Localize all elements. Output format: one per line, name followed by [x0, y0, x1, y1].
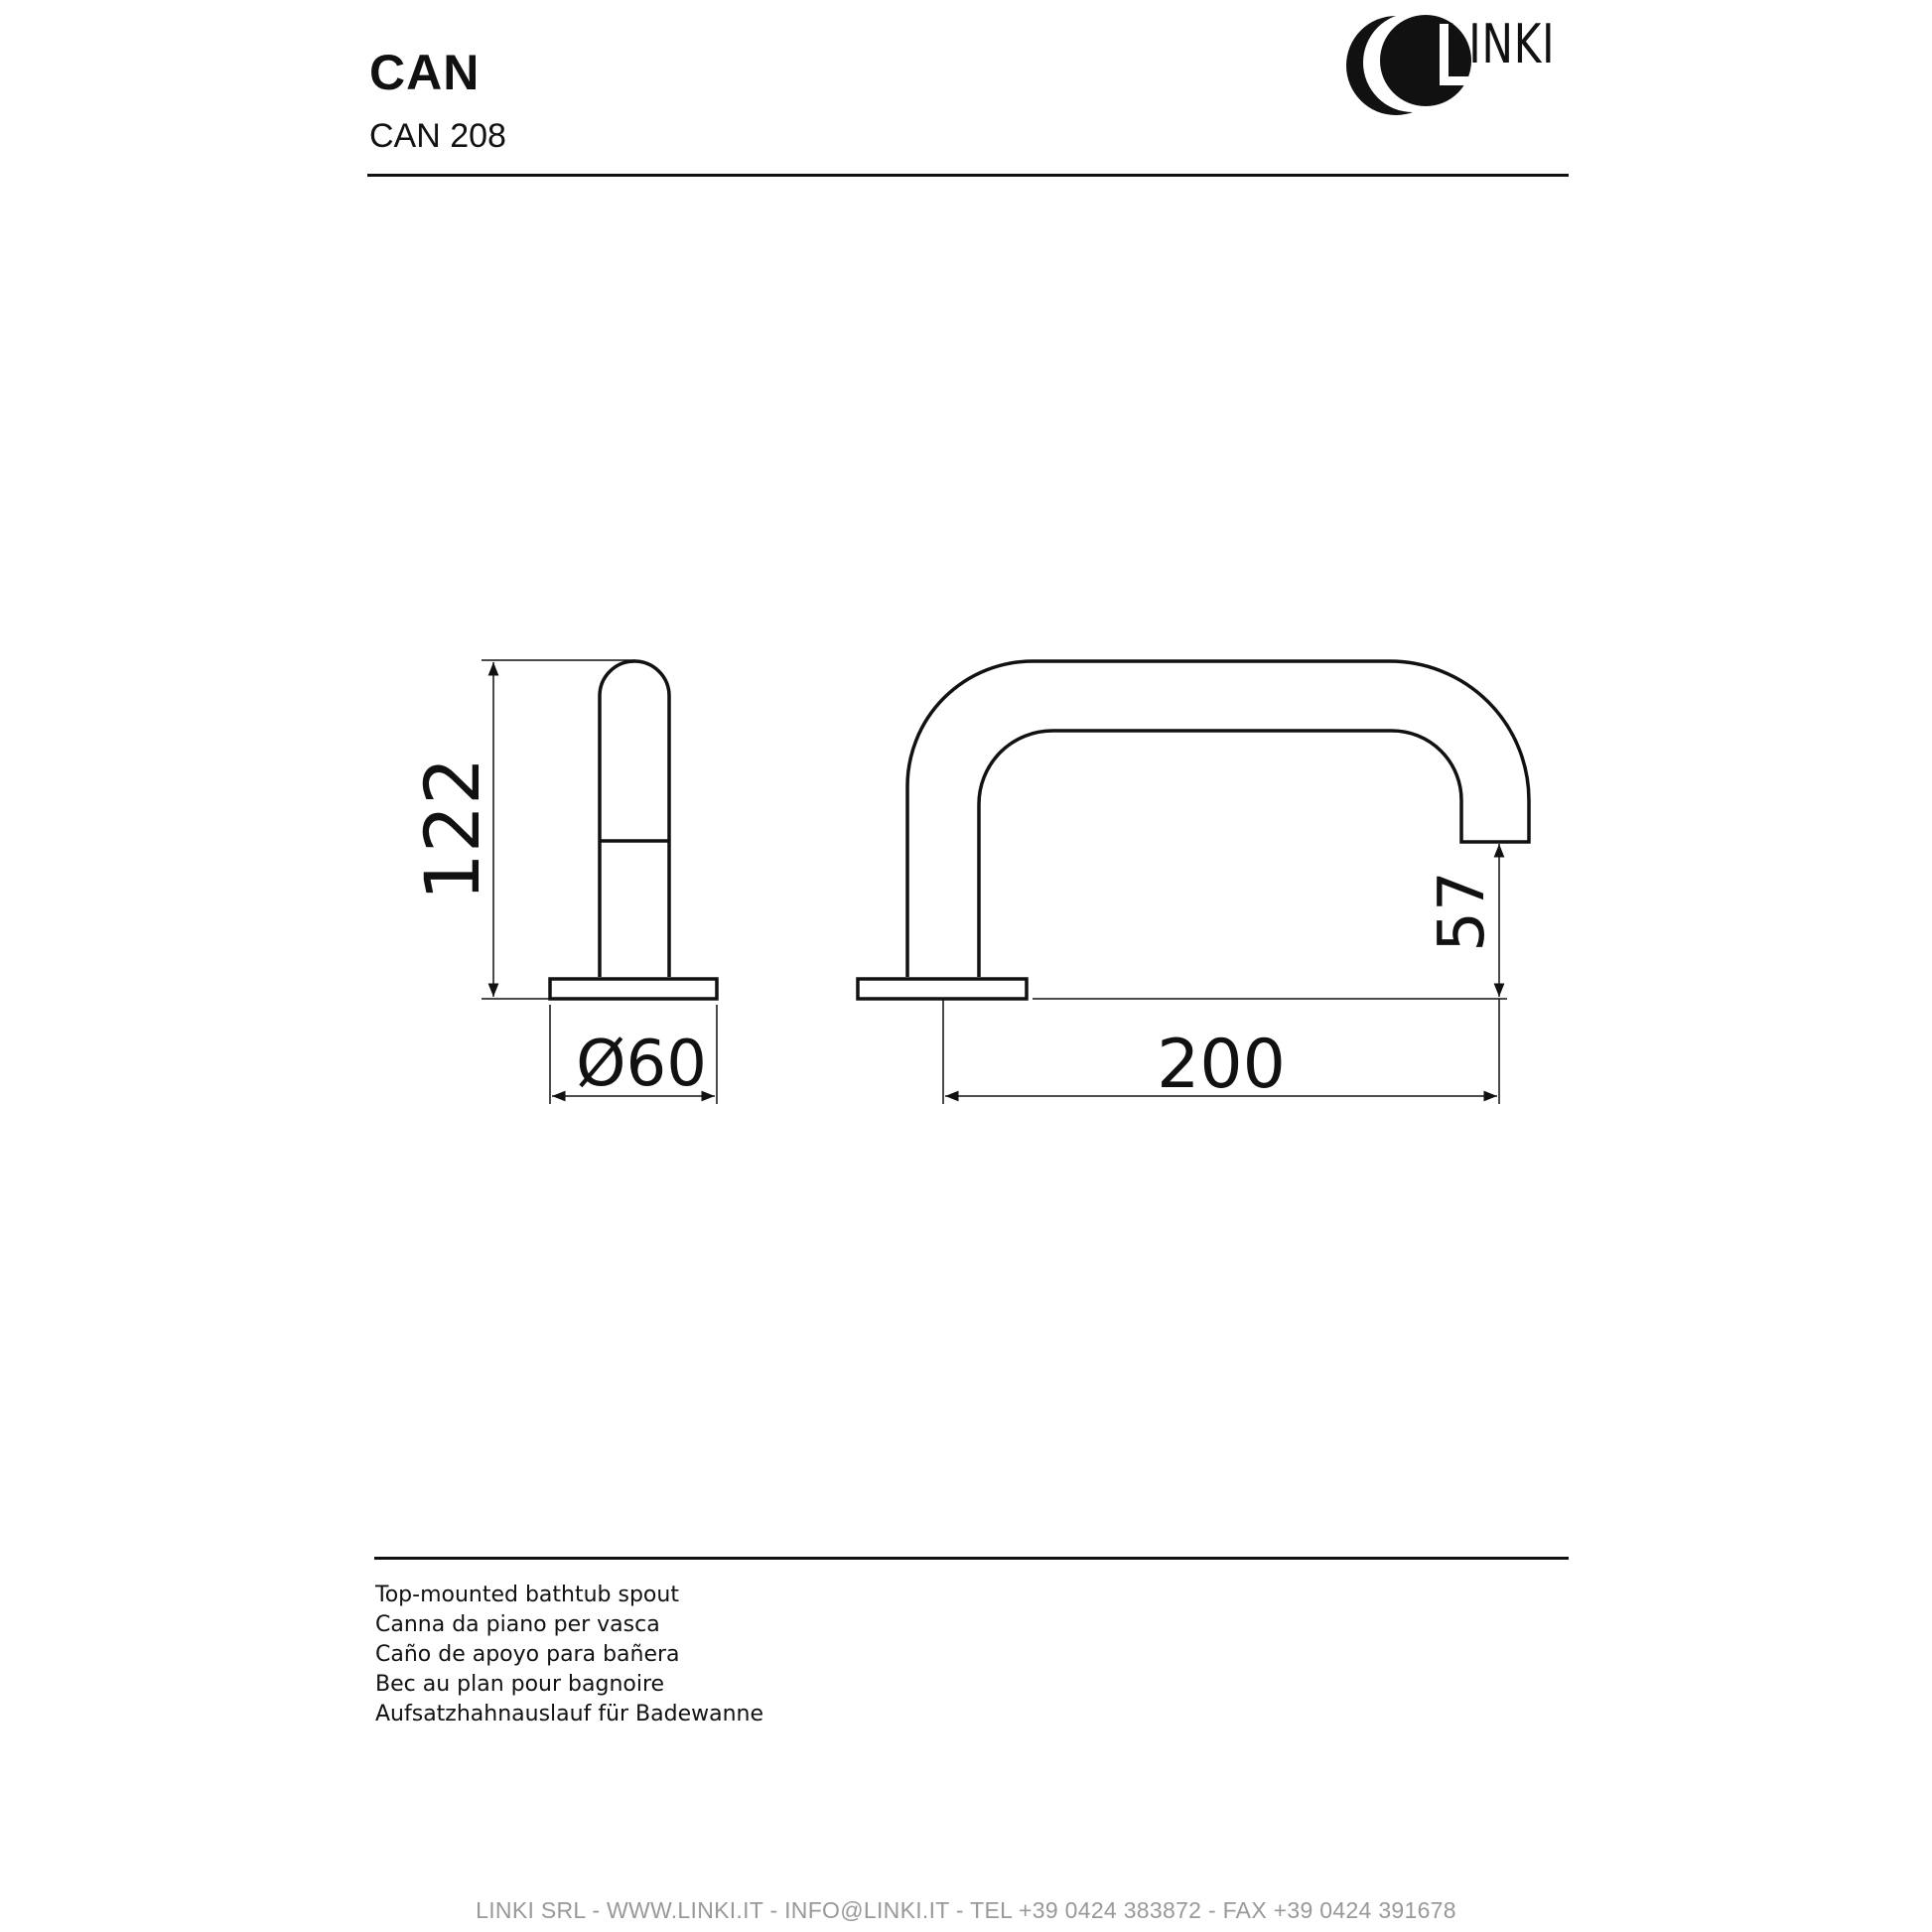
- base-plate-front: [550, 979, 717, 999]
- product-description: [375, 1581, 763, 1729]
- product-code: CAN 208: [369, 117, 506, 155]
- front-view: [550, 661, 717, 999]
- projection-label: 200: [1157, 1026, 1286, 1104]
- height-dimension: [482, 660, 635, 999]
- diameter-label: Ø60: [576, 1028, 707, 1101]
- product-title: CAN: [369, 45, 481, 100]
- base-plate-side: [858, 979, 1027, 999]
- description-line-de: Aufsatzhahnauslauf für Badewanne: [375, 1702, 764, 1726]
- description-line-en: Top-mounted bathtub spout: [375, 1583, 679, 1607]
- logo-wordmark: LINKI: [1445, 13, 1556, 75]
- spout-column: [600, 661, 669, 977]
- description-divider: [374, 1557, 1569, 1560]
- spout-height-label: 57: [1426, 871, 1499, 952]
- company-footer: LINKI SRL - WWW.LINKI.IT - INFO@LINKI.IT - TEL +39 0424 383872 - FAX +39 0424 391678: [476, 1897, 1456, 1923]
- description-line-fr: Bec au plan pour bagnoire: [375, 1672, 665, 1697]
- description-line-it: Canna da piano per vasca: [375, 1612, 660, 1637]
- description-line-es: Caño de apoyo para bañera: [375, 1642, 680, 1667]
- height-label: 122: [408, 757, 496, 901]
